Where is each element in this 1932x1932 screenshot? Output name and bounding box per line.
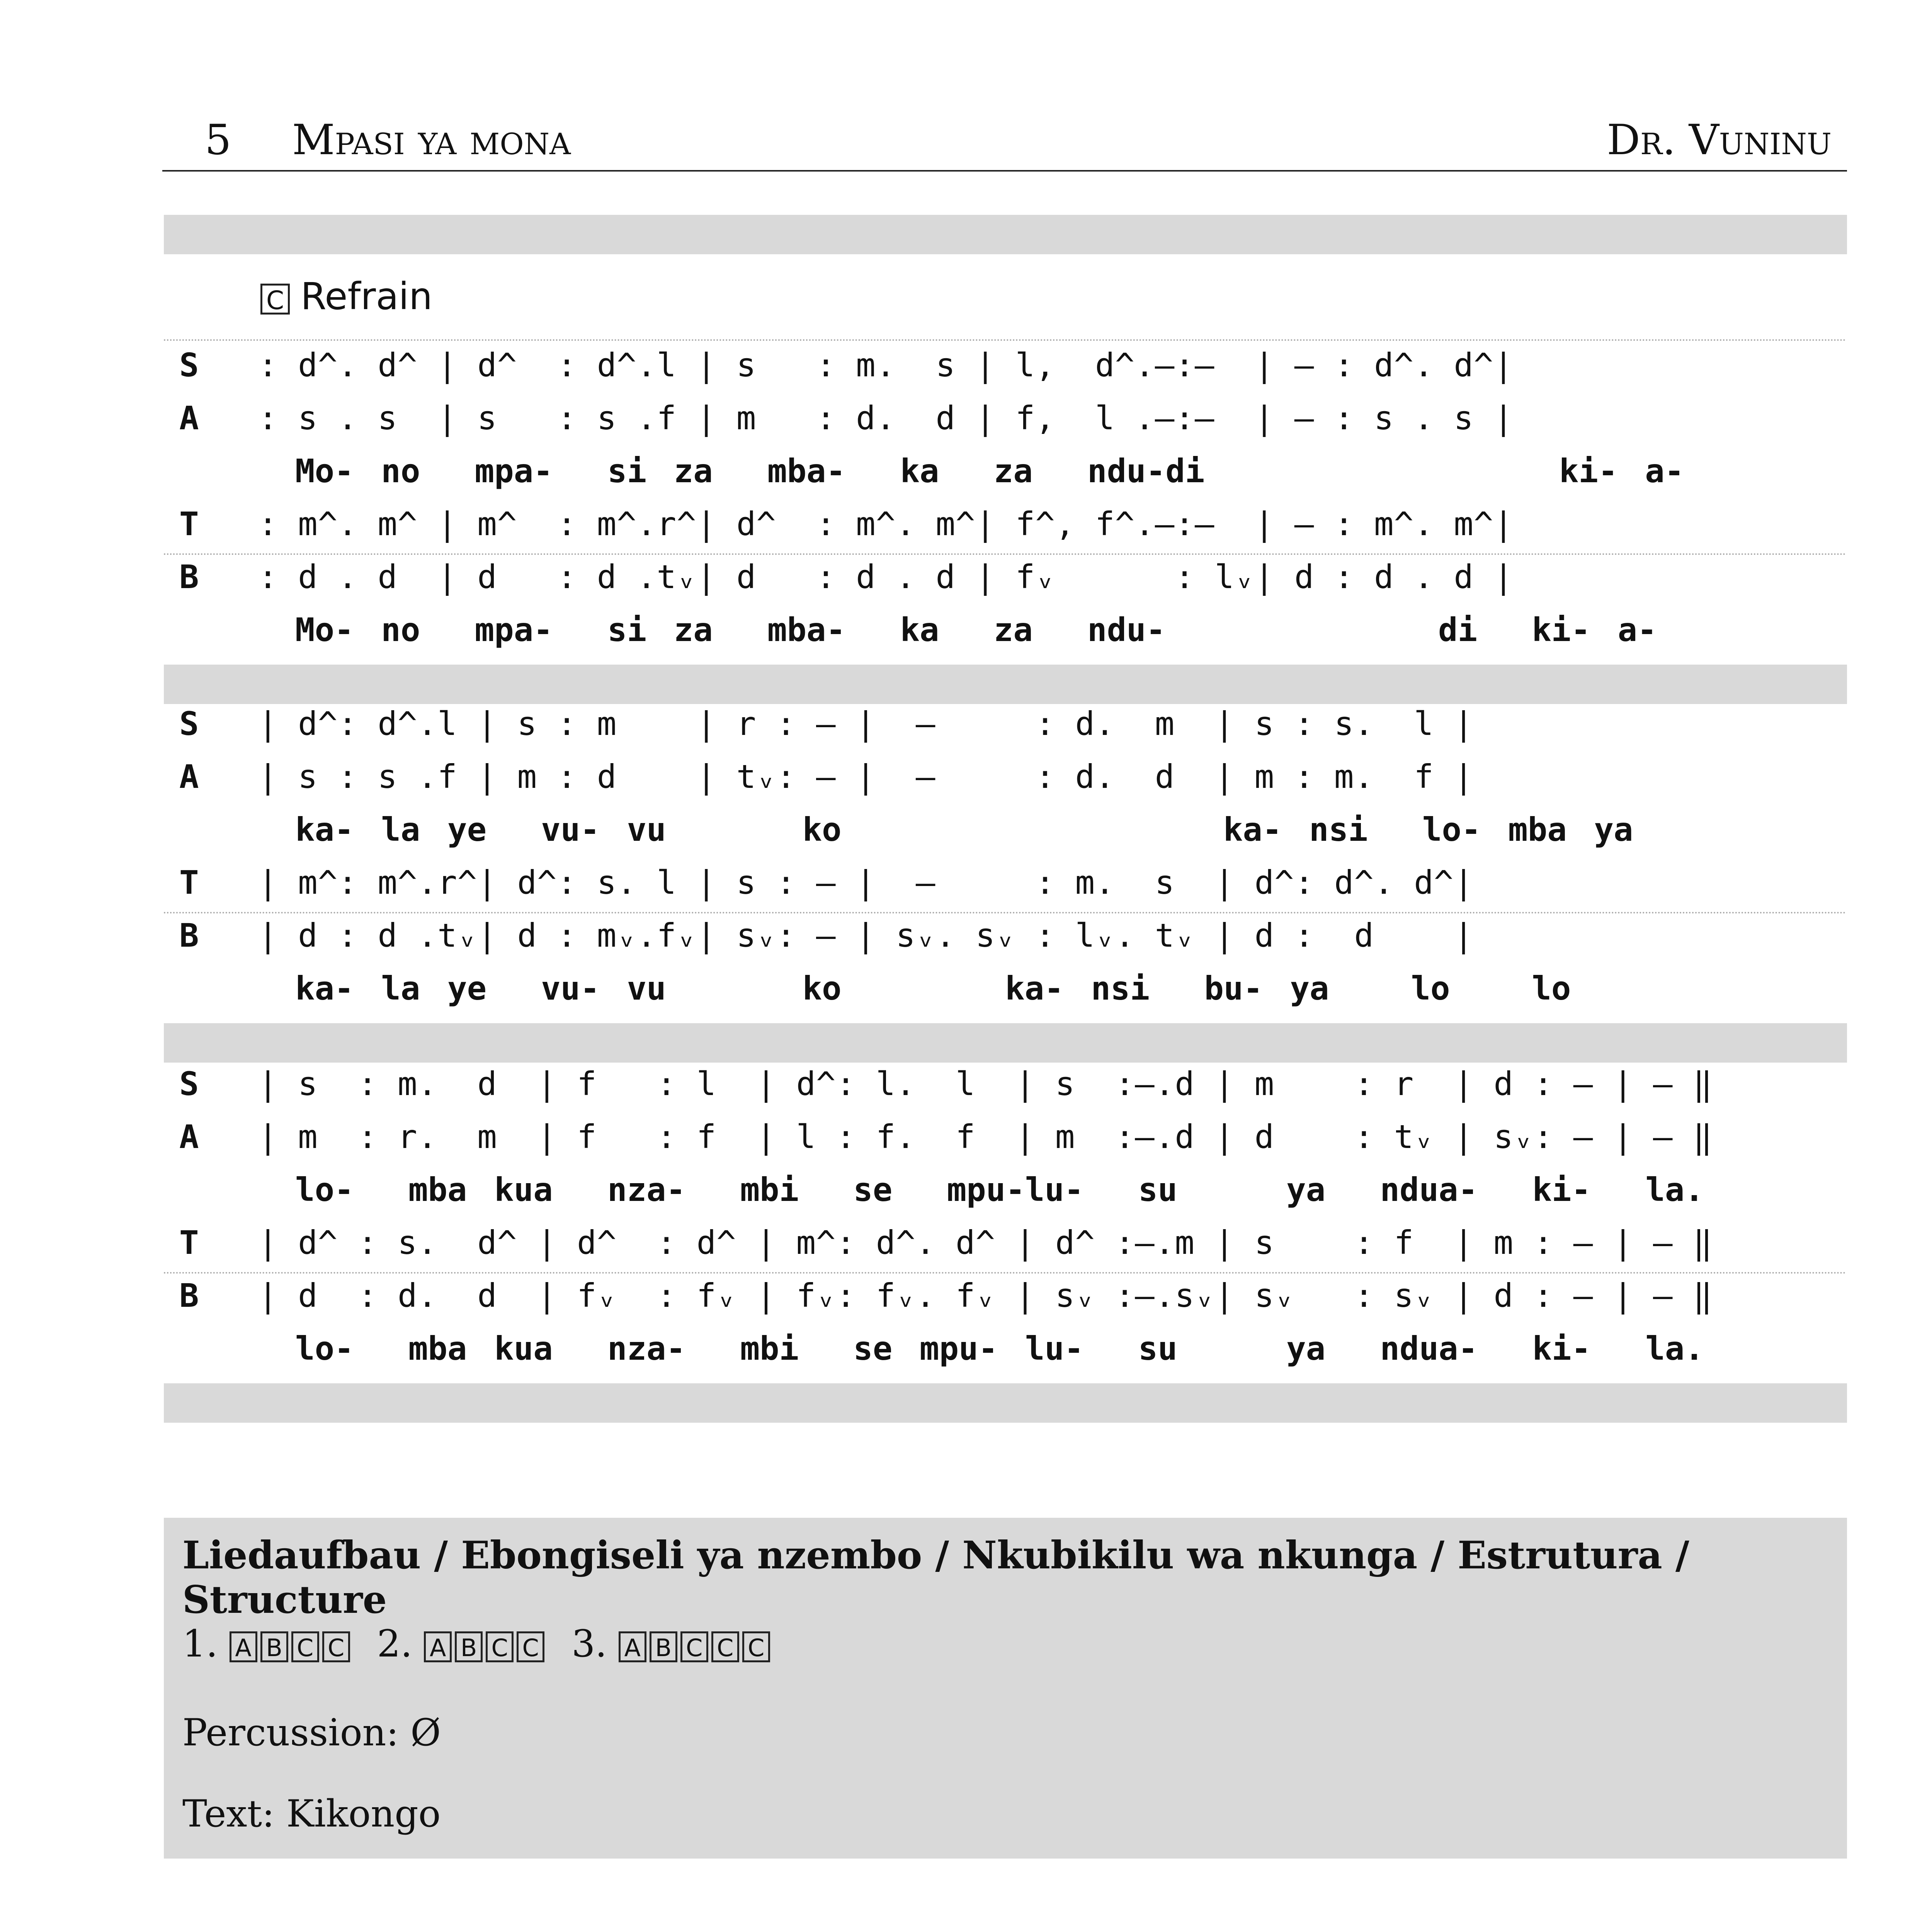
verse-number: 2. — [377, 1622, 413, 1665]
part-b-box-icon: B — [455, 1631, 483, 1662]
sol-fa-notes: | d : d .tᵥ| d : mᵥ.fᵥ| sᵥ: — | sᵥ. sᵥ : lᵥ. tᵥ | d : d | — [258, 917, 1474, 954]
verse-number: 1. — [182, 1622, 218, 1665]
section-separator — [164, 215, 1847, 254]
verse-number: 3. — [571, 1622, 607, 1665]
sol-fa-notes: | d^ : s. d^ | d^ : d^ | m^: d^. d^ | d^ :—.m | s : f | m : — | — ‖ — [258, 1224, 1713, 1262]
part-a-box-icon: A — [619, 1631, 646, 1662]
section-separator — [164, 1383, 1847, 1423]
part-c-box-icon: C — [711, 1631, 739, 1662]
voice-label: B — [179, 917, 199, 954]
part-c-box-icon: C — [517, 1631, 544, 1662]
song-number: 5 — [205, 116, 231, 164]
part-c-box-icon: C — [680, 1631, 708, 1662]
part-b-box-icon: B — [260, 1631, 288, 1662]
voice-label: S — [179, 705, 199, 743]
lyrics-text: ka- la ye vu- vu ko ka- nsi lo- mba ya — [295, 811, 1633, 849]
lyrics-text: lo- mba kua nza- mbi se mpu- lu- su ya ndua- ki- la. — [295, 1330, 1704, 1367]
sol-fa-notes: | s : m. d | f : l | d^: l. l | s :—.d | m : r | d : — | — ‖ — [258, 1065, 1713, 1103]
structure-sequence — [182, 1622, 770, 1665]
percussion-info: Percussion: Ø — [182, 1711, 441, 1754]
sol-fa-score — [164, 215, 1847, 1424]
sol-fa-notes: : d . d | d : d .tᵥ| d : d . d | fᵥ : lᵥ| d : d . d | — [258, 558, 1514, 596]
voice-label: A — [179, 1118, 199, 1156]
part-b-box-icon: B — [650, 1631, 677, 1662]
sol-fa-notes: | s : s .f | m : d | tᵥ: — | — : d. d | m : m. f | — [258, 758, 1474, 796]
voice-label: T — [179, 505, 199, 543]
part-c-box-icon: C — [291, 1631, 319, 1662]
voice-label: A — [179, 758, 199, 796]
sol-fa-notes: : s . s | s : s .f | m : d. d | f, l .—:— | — : s . s | — [258, 399, 1514, 437]
song-structure-box — [164, 1518, 1847, 1859]
voice-label: B — [179, 558, 199, 596]
refrain-heading — [260, 275, 432, 318]
part-a-box-icon: A — [424, 1631, 452, 1662]
voice-label: B — [179, 1277, 199, 1315]
sol-fa-notes: : d^. d^ | d^ : d^.l | s : m. s | l, d^.—:— | — : d^. d^| — [258, 346, 1514, 384]
voice-label: T — [179, 864, 199, 901]
part-a-box-icon: A — [230, 1631, 257, 1662]
sol-fa-notes: | m^: m^.r^| d^: s. l | s : — | — : m. s | d^: d^. d^| — [258, 864, 1474, 901]
structure-title: Liedaufbau / Ebongiseli ya nzembo / Nkubikilu wa nkunga / Estrutura / Structure — [182, 1533, 1689, 1622]
sol-fa-notes: | d : d. d | fᵥ : fᵥ | fᵥ: fᵥ. fᵥ | sᵥ :—.sᵥ| sᵥ : sᵥ | d : — | — ‖ — [258, 1277, 1713, 1315]
lyrics-text: ka- la ye vu- vu ko ka- nsi bu- ya lo lo — [295, 969, 1571, 1007]
author-name: Dr. Vuninu — [1607, 116, 1832, 164]
lyrics-text: Mo- no mpa- si za mba- ka za ndu-di ki- a- — [295, 452, 1684, 490]
divider — [164, 1272, 1847, 1274]
voice-label: A — [179, 399, 199, 437]
divider — [164, 553, 1847, 555]
page-header — [162, 112, 1847, 172]
part-c-box-icon: C — [322, 1631, 350, 1662]
song-title: Mpasi ya mona — [292, 116, 571, 164]
sol-fa-notes: : m^. m^ | m^ : m^.r^| d^ : m^. m^| f^, f^.—:— | — : m^. m^| — [258, 505, 1514, 543]
lyrics-text: Mo- no mpa- si za mba- ka za ndu- di ki- a- — [295, 611, 1657, 649]
voice-label: S — [179, 346, 199, 384]
section-separator — [164, 665, 1847, 704]
part-c-box-icon: C — [260, 284, 290, 315]
divider — [164, 339, 1847, 341]
voice-label: S — [179, 1065, 199, 1103]
lyrics-text: lo- mba kua nza- mbi se mpu-lu- su ya ndua- ki- la. — [295, 1171, 1704, 1209]
sol-fa-notes: | d^: d^.l | s : m | r : — | — : d. m | s : s. l | — [258, 705, 1474, 743]
part-c-box-icon: C — [486, 1631, 514, 1662]
part-c-box-icon: C — [742, 1631, 770, 1662]
voice-label: T — [179, 1224, 199, 1262]
refrain-label: Refrain — [301, 275, 433, 318]
sol-fa-notes: | m : r. m | f : f | l : f. f | m :—.d | d : tᵥ | sᵥ: — | — ‖ — [258, 1118, 1713, 1156]
text-language: Text: Kikongo — [182, 1792, 441, 1835]
section-separator — [164, 1023, 1847, 1063]
divider — [164, 912, 1847, 913]
